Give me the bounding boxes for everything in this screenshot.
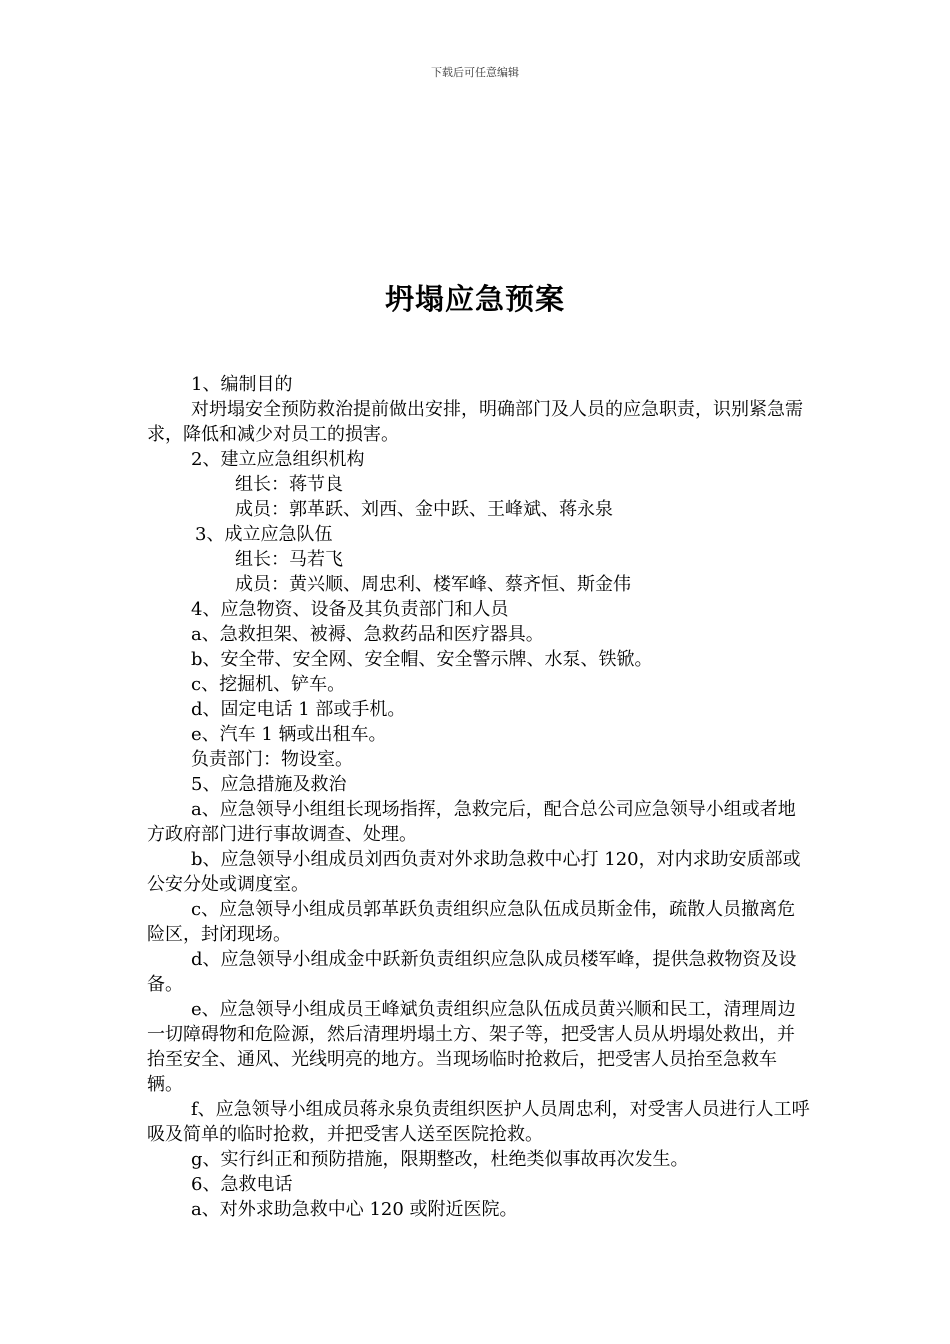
section-1-heading: 1、编制目的 [191,374,293,395]
section-4-item-b: b、安全带、安全网、安全帽、安全警示牌、水泵、铁锨。 [191,649,653,670]
section-3-members: 成员：黄兴顺、周忠利、楼军峰、蔡齐恒、斯金伟 [235,574,631,595]
page-header-note: 下载后可任意编辑 [431,66,519,79]
section-4-item-e: e、汽车 1 辆或出租车。 [191,724,387,745]
section-5-item-c: c、应急领导小组成员郭革跃负责组织应急队伍成员斯金伟，疏散人员撤离危险区，封闭现场。 [147,899,796,945]
section-5-heading: 5、应急措施及救治 [191,774,347,795]
section-5-item-b: b、应急领导小组成员刘西负责对外求助急救中心打 120，对内求助安质部或公安分处或调度室。 [147,849,801,895]
section-5-item-f: f、应急领导小组成员蒋永泉负责组织医护人员周忠利，对受害人员进行人工呼吸及简单的临时抢救，并把受害人送至医院抢救。 [147,1099,810,1145]
section-4-item-c: c、挖掘机、铲车。 [191,674,346,695]
section-2-leader: 组长：蒋节良 [235,474,343,495]
section-2-members: 成员：郭革跃、刘西、金中跃、王峰斌、蒋永泉 [235,499,613,520]
section-2-heading: 2、建立应急组织机构 [191,449,365,470]
section-3-heading: 3、成立应急队伍 [195,524,333,545]
section-6-item-a: a、对外求助急救中心 120 或附近医院。 [191,1199,518,1220]
section-6-heading: 6、急救电话 [191,1174,293,1195]
section-4-department: 负责部门：物设室。 [191,749,353,770]
section-4-heading: 4、应急物资、设备及其负责部门和人员 [191,599,509,620]
document-body [147,372,812,1222]
section-4-item-d: d、固定电话 1 部或手机。 [191,699,406,720]
section-5-item-d: d、应急领导小组成金中跃新负责组织应急队成员楼军峰，提供急救物资及设备。 [147,949,797,995]
section-5-item-a: a、应急领导小组组长现场指挥，急救完后，配合总公司应急领导小组或者地方政府部门进行事故调查、处理。 [147,799,796,845]
section-1-paragraph: 对坍塌安全预防救治提前做出安排，明确部门及人员的应急职责，识别紧急需求，降低和减少对员工的损害。 [147,399,803,445]
section-5-item-g: g、实行纠正和预防措施，限期整改，杜绝类似事故再次发生。 [191,1149,689,1170]
section-5-item-e: e、应急领导小组成员王峰斌负责组织应急队伍成员黄兴顺和民工，清理周边一切障碍物和危险源，然后清理坍塌土方、架子等，把受害人员从坍塌处救出，并抬至安全、通风、光线明亮的地方。当现场临时抢救后，把受害人员抬至急救车辆。 [147,999,796,1095]
document-title: 坍塌应急预案 [384,282,565,316]
section-3-leader: 组长：马若飞 [235,549,343,570]
section-4-item-a: a、急救担架、被褥、急救药品和医疗器具。 [191,624,544,645]
